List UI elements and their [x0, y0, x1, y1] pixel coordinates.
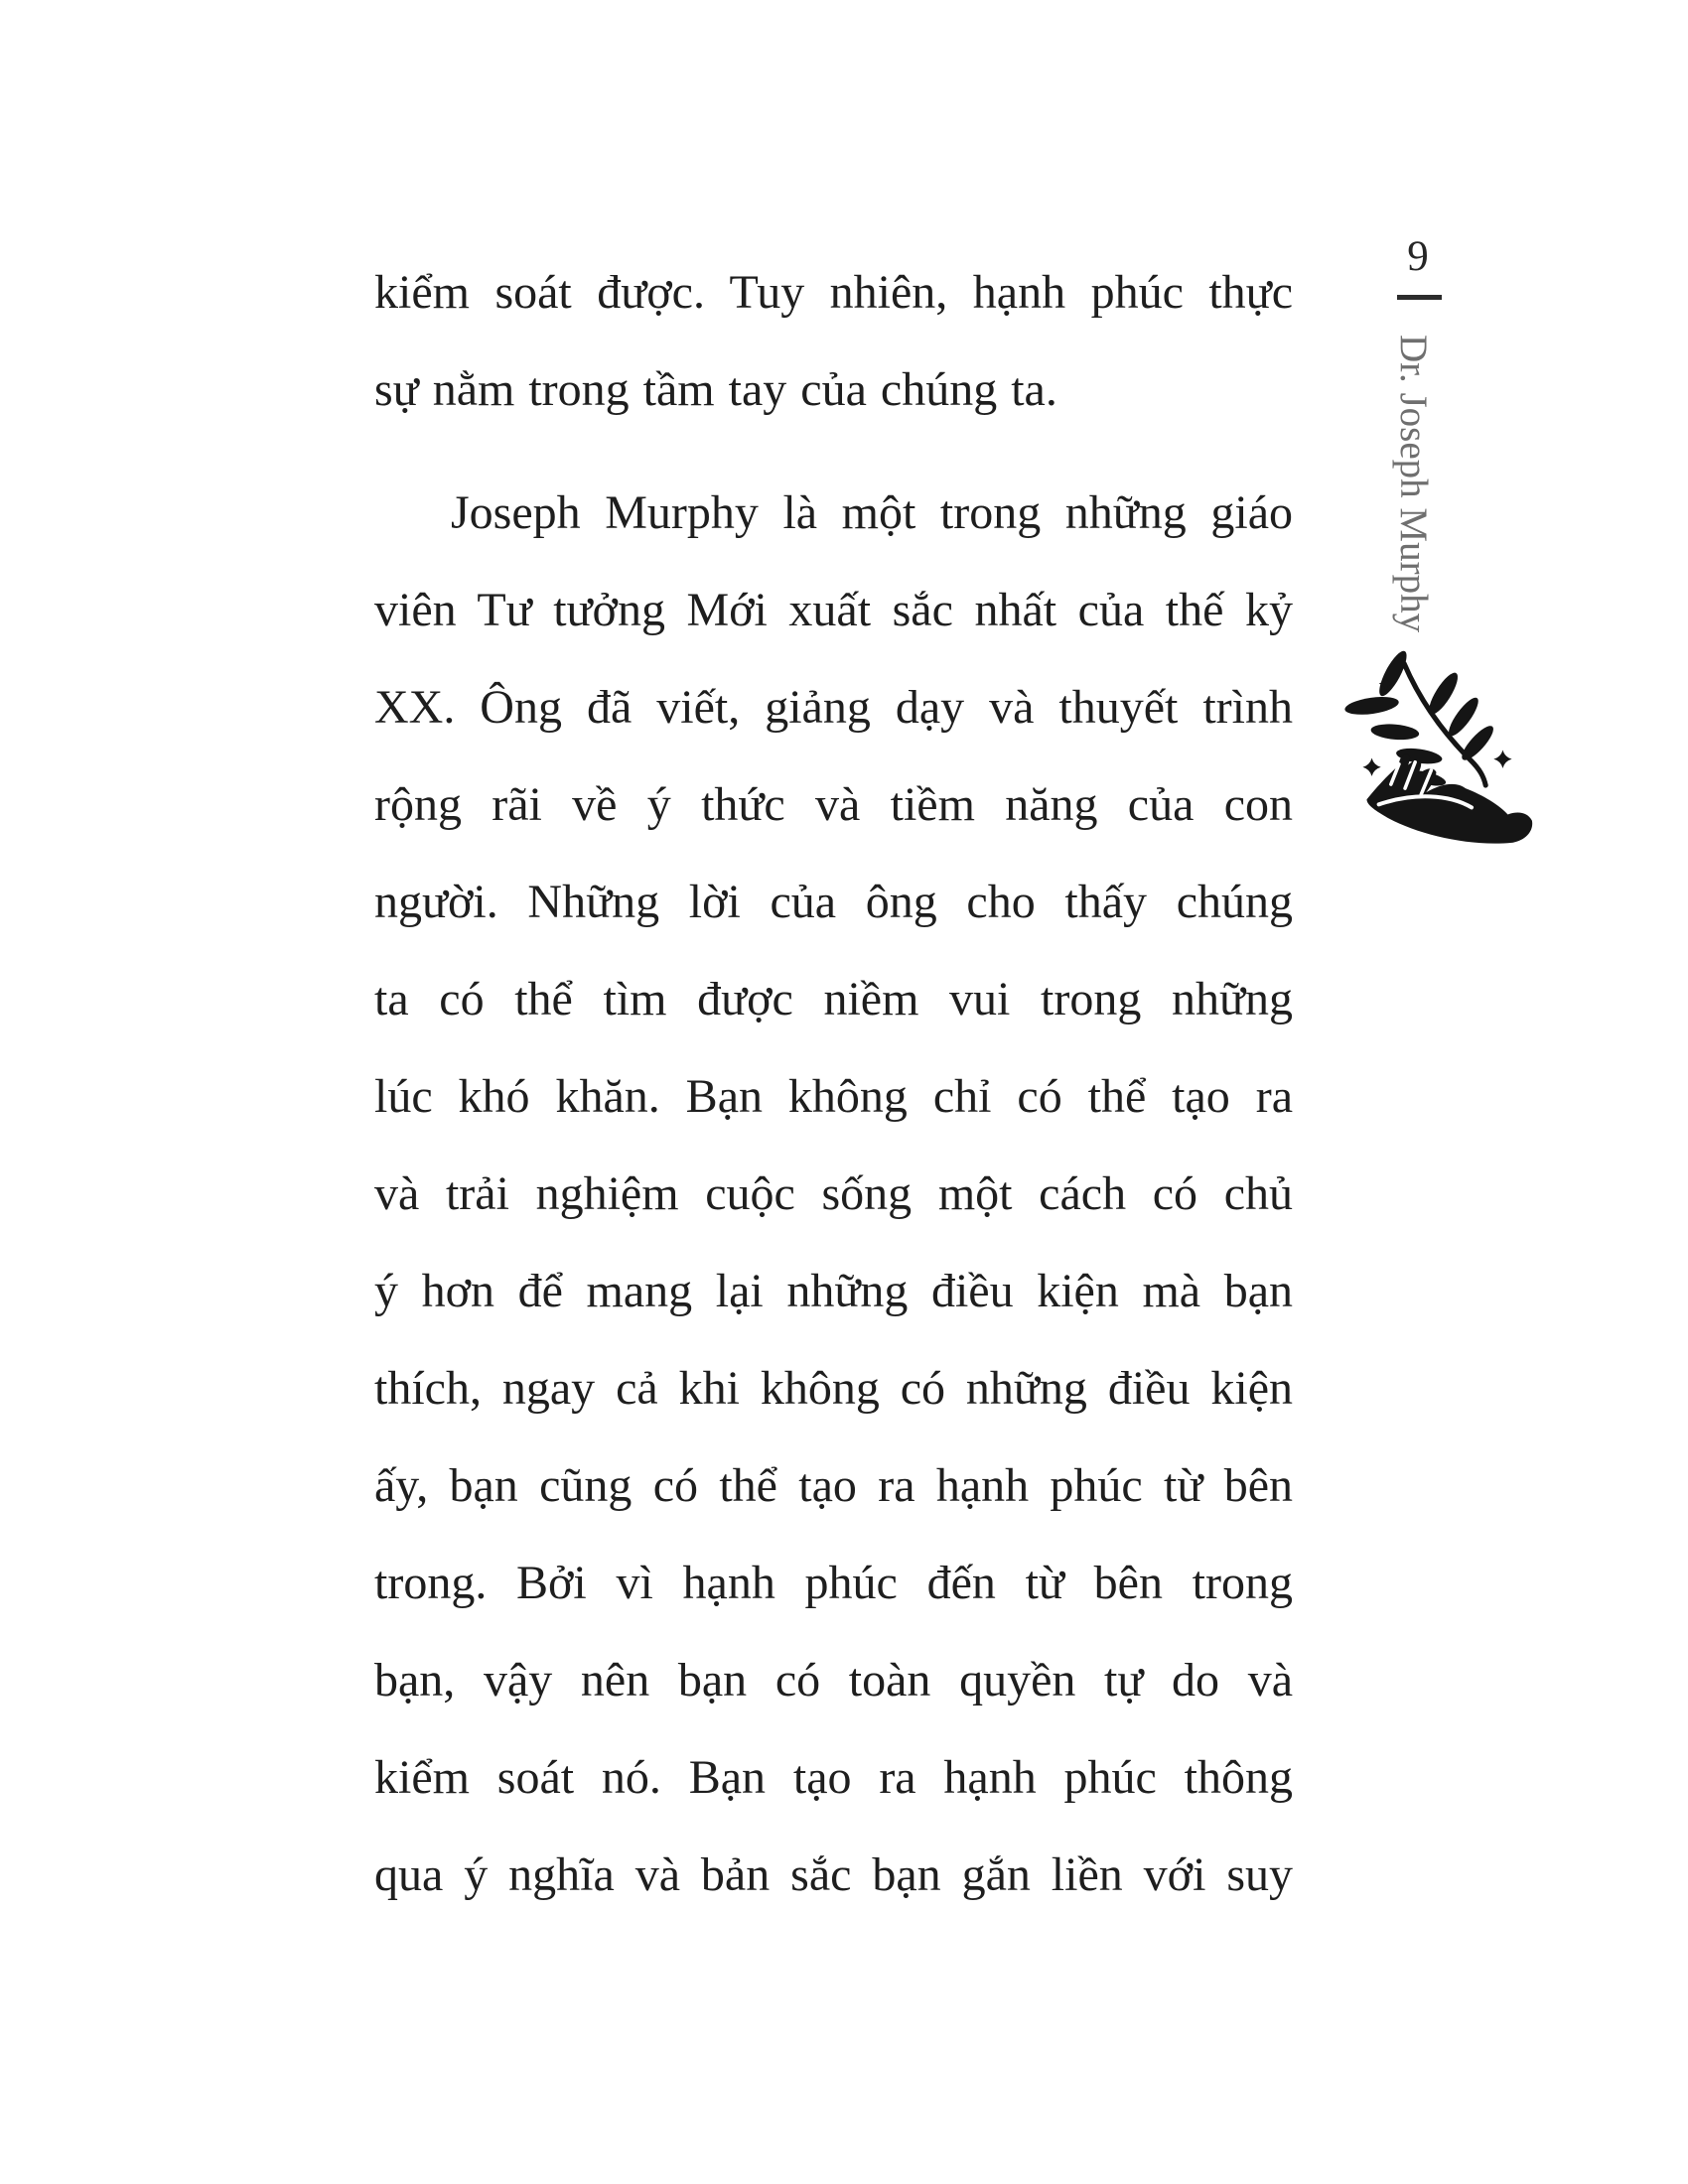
text-line: sự nằm trong tầm tay của chúng ta. [374, 363, 1057, 416]
text-line: XX. Ông đã viết, giảng dạy và thuyết trình [374, 681, 1293, 734]
text-line: kiểm soát nó. Bạn tạo ra hạnh phúc thông [374, 1751, 1293, 1804]
sparkle-icon [1362, 758, 1380, 776]
text-line: lúc khó khăn. Bạn không chỉ có thể tạo ra [374, 1070, 1293, 1123]
text-line: thích, ngay cả khi không có những điều kiện [374, 1362, 1293, 1415]
text-line: ấy, bạn cũng có thể tạo ra hạnh phúc từ bên [374, 1459, 1293, 1512]
text-line: rộng rãi về ý thức và tiềm năng của con [374, 778, 1293, 831]
body-text [374, 244, 1293, 1924]
text-line: và trải nghiệm cuộc sống một cách có chủ [374, 1167, 1293, 1220]
page-number: 9 [1407, 233, 1429, 280]
text-line: viên Tư tưởng Mới xuất sắc nhất của thế kỷ [374, 584, 1293, 636]
hand-icon [1366, 753, 1532, 843]
text-line: Joseph Murphy là một trong những giáo [451, 486, 1293, 539]
text-line: qua ý nghĩa và bản sắc bạn gắn liền với suy [374, 1848, 1293, 1901]
sparkle-icon [1493, 751, 1511, 768]
text-line: trong. Bởi vì hạnh phúc đến từ bên trong [374, 1557, 1293, 1609]
text-line: kiểm soát được. Tuy nhiên, hạnh phúc thực [374, 266, 1293, 319]
text-line: người. Những lời của ông cho thấy chúng [374, 876, 1293, 928]
hand-branch-illustration [1338, 643, 1535, 850]
text-line: ta có thể tìm được niềm vui trong những [374, 973, 1293, 1025]
text-line: ý hơn để mang lại những điều kiện mà bạn [374, 1265, 1293, 1317]
author-vertical-label: Dr. Joseph Murphy [1392, 335, 1435, 633]
text-line: bạn, vậy nên bạn có toàn quyền tự do và [374, 1654, 1293, 1706]
page-number-rule [1397, 295, 1442, 300]
